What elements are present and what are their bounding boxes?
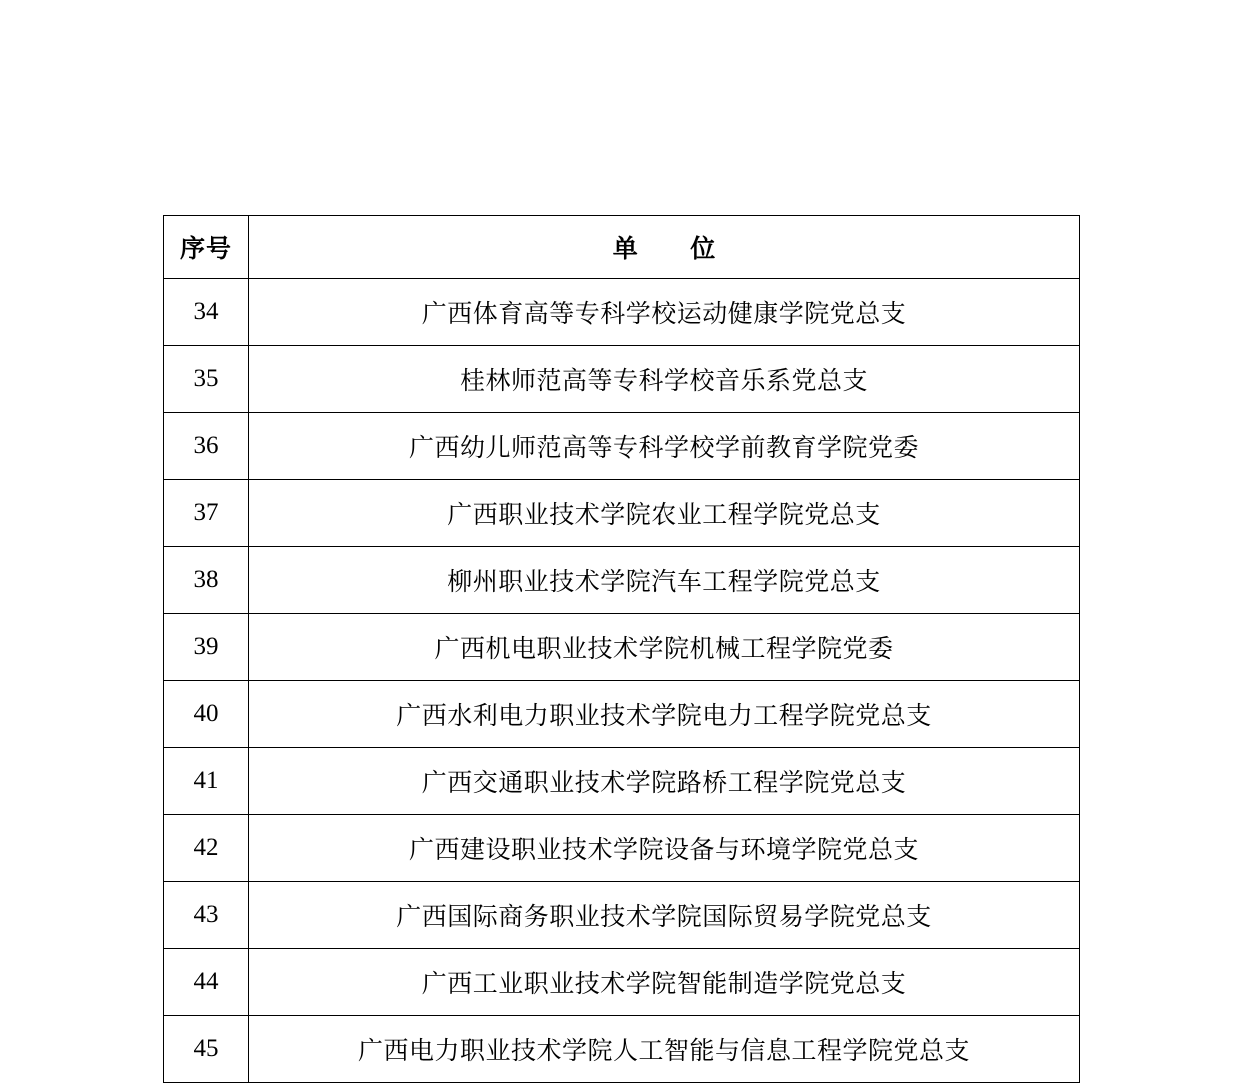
row-index: 39 xyxy=(164,614,249,681)
column-header-index: 序号 xyxy=(164,216,249,279)
column-header-unit xyxy=(249,216,1080,279)
row-unit-name: 桂林师范高等专科学校音乐系党总支 xyxy=(249,346,1080,413)
table-row xyxy=(164,681,1080,748)
row-unit-name: 广西机电职业技术学院机械工程学院党委 xyxy=(249,614,1080,681)
unit-list-table xyxy=(163,215,1080,1083)
table-header xyxy=(164,216,1080,279)
unit-list-table-container xyxy=(163,215,1079,1083)
row-index: 34 xyxy=(164,279,249,346)
table-row xyxy=(164,748,1080,815)
row-unit-name: 广西体育高等专科学校运动健康学院党总支 xyxy=(249,279,1080,346)
row-index: 40 xyxy=(164,681,249,748)
row-index: 44 xyxy=(164,949,249,1016)
row-index: 37 xyxy=(164,480,249,547)
row-unit-name: 广西建设职业技术学院设备与环境学院党总支 xyxy=(249,815,1080,882)
table-body xyxy=(164,279,1080,1083)
table-row xyxy=(164,547,1080,614)
row-unit-name: 广西水利电力职业技术学院电力工程学院党总支 xyxy=(249,681,1080,748)
row-unit-name: 广西电力职业技术学院人工智能与信息工程学院党总支 xyxy=(249,1016,1080,1083)
row-unit-name: 柳州职业技术学院汽车工程学院党总支 xyxy=(249,547,1080,614)
table-row xyxy=(164,815,1080,882)
row-index: 36 xyxy=(164,413,249,480)
table-row xyxy=(164,1016,1080,1083)
row-index: 35 xyxy=(164,346,249,413)
table-row xyxy=(164,882,1080,949)
row-index: 38 xyxy=(164,547,249,614)
table-row xyxy=(164,480,1080,547)
table-row xyxy=(164,949,1080,1016)
row-unit-name: 广西国际商务职业技术学院国际贸易学院党总支 xyxy=(249,882,1080,949)
row-unit-name: 广西职业技术学院农业工程学院党总支 xyxy=(249,480,1080,547)
column-header-unit-part1: 单 xyxy=(612,236,638,263)
row-unit-name: 广西幼儿师范高等专科学校学前教育学院党委 xyxy=(249,413,1080,480)
table-row xyxy=(164,614,1080,681)
table-row xyxy=(164,413,1080,480)
row-index: 42 xyxy=(164,815,249,882)
row-index: 41 xyxy=(164,748,249,815)
row-unit-name: 广西交通职业技术学院路桥工程学院党总支 xyxy=(249,748,1080,815)
column-header-unit-part2: 位 xyxy=(690,236,716,263)
row-unit-name: 广西工业职业技术学院智能制造学院党总支 xyxy=(249,949,1080,1016)
row-index: 45 xyxy=(164,1016,249,1083)
table-row xyxy=(164,279,1080,346)
table-header-row xyxy=(164,216,1080,279)
row-index: 43 xyxy=(164,882,249,949)
table-row xyxy=(164,346,1080,413)
